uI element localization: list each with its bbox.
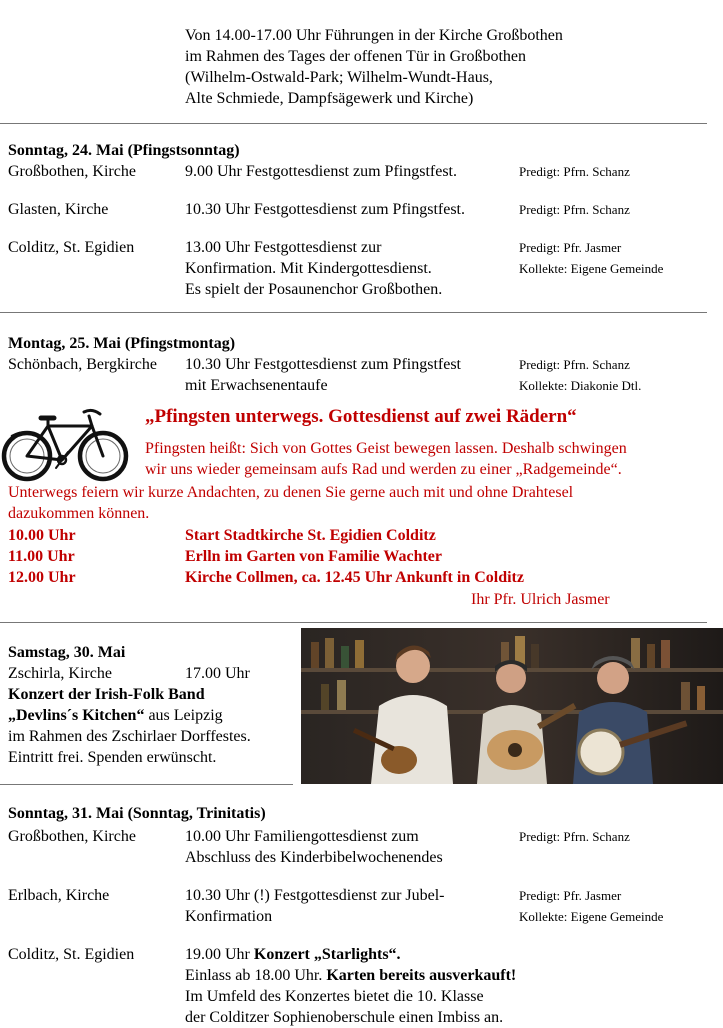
- event-note: Predigt: Pfr. Jasmer: [519, 240, 622, 255]
- event-note: Kollekte: Eigene Gemeinde: [519, 909, 664, 924]
- intro-line-4: Alte Schmiede, Dampfsägewerk und Kirche): [185, 90, 474, 107]
- event-place: Erlbach, Kirche: [8, 887, 110, 904]
- event-text: [185, 965, 516, 986]
- event-place: Zschirla, Kirche: [8, 665, 112, 682]
- bicycle-icon: [0, 398, 132, 486]
- event-note: Predigt: Pfr. Jasmer: [519, 888, 622, 903]
- divider: [0, 784, 293, 785]
- stop-time: 10.00 Uhr: [8, 527, 76, 544]
- section-heading-samstag: Samstag, 30. Mai: [8, 644, 126, 661]
- event-place: Großbothen, Kirche: [8, 163, 136, 180]
- event-text: der Colditzer Sophienoberschule einen Imbiss an.: [185, 1009, 504, 1026]
- divider: [0, 312, 707, 313]
- radtour-text: wir uns wieder gemeinsam aufs Rad und werden zu einer „Radgemeinde“.: [145, 461, 622, 478]
- section-heading-pfingstsonntag: Sonntag, 24. Mai (Pfingstsonntag): [8, 142, 240, 159]
- radtour-text: Unterwegs feiern wir kurze Andachten, zu denen Sie gerne auch mit und ohne Drahtesel: [8, 484, 574, 501]
- entry-info: Einlass ab 18.00 Uhr.: [185, 967, 327, 984]
- band-photo: [301, 628, 723, 784]
- divider: [0, 622, 707, 623]
- section-heading-pfingstmontag: Montag, 25. Mai (Pfingstmontag): [8, 335, 236, 352]
- event-note: Kollekte: Eigene Gemeinde: [519, 261, 664, 276]
- event-note: Predigt: Pfrn. Schanz: [519, 829, 630, 844]
- event-note: Predigt: Pfrn. Schanz: [519, 357, 630, 372]
- radtour-title: „Pfingsten unterwegs. Gottesdienst auf zwei Rädern“: [145, 406, 577, 427]
- event-place: Glasten, Kirche: [8, 201, 109, 218]
- event-text: Konfirmation: [185, 908, 273, 925]
- event-text: 10.30 Uhr (!) Festgottesdienst zur Jubel-: [185, 887, 445, 904]
- event-time: 17.00 Uhr: [185, 665, 250, 682]
- concert-text: Eintritt frei. Spenden erwünscht.: [8, 749, 217, 766]
- event-time: 19.00 Uhr: [185, 946, 254, 963]
- concert-title: Konzert der Irish-Folk Band: [8, 686, 205, 703]
- stop-place: Erlln im Garten von Familie Wachter: [185, 548, 443, 565]
- event-text: mit Erwachsenentaufe: [185, 377, 328, 394]
- event-text: 10.30 Uhr Festgottesdienst zum Pfingstfest.: [185, 201, 465, 218]
- concert-title: Konzert „Starlights“.: [253, 946, 401, 963]
- radtour-text: Pfingsten heißt: Sich von Gottes Geist bewegen lassen. Deshalb schwingen: [145, 440, 627, 457]
- intro-line-3: (Wilhelm-Ostwald-Park; Wilhelm-Wundt-Haus,: [185, 69, 493, 86]
- band-name: „Devlins´s Kitchen“: [8, 707, 145, 724]
- stop-place: Start Stadtkirche St. Egidien Colditz: [185, 527, 436, 544]
- event-place: Großbothen, Kirche: [8, 828, 136, 845]
- event-text: Abschluss des Kinderbibelwochenendes: [185, 849, 443, 866]
- stop-time: 12.00 Uhr: [8, 569, 76, 586]
- event-text: 13.00 Uhr Festgottesdienst zur: [185, 239, 382, 256]
- event-text: Es spielt der Posaunenchor Großbothen.: [185, 281, 443, 298]
- section-heading-trinitatis: Sonntag, 31. Mai (Sonntag, Trinitatis): [8, 805, 266, 822]
- stop-time: 11.00 Uhr: [8, 548, 75, 565]
- concert-band-line: [8, 705, 223, 726]
- stop-place: Kirche Collmen, ca. 12.45 Uhr Ankunft in Colditz: [185, 569, 524, 586]
- band-origin: aus Leipzig: [144, 707, 223, 724]
- event-text: 9.00 Uhr Festgottesdienst zum Pfingstfest.: [185, 163, 457, 180]
- event-note: Predigt: Pfrn. Schanz: [519, 202, 630, 217]
- event-text: [185, 944, 401, 965]
- intro-line-1: Von 14.00-17.00 Uhr Führungen in der Kirche Großbothen: [185, 27, 563, 44]
- sold-out-notice: Karten bereits ausverkauft!: [326, 967, 517, 984]
- event-place: Schönbach, Bergkirche: [8, 356, 157, 373]
- event-note: Predigt: Pfrn. Schanz: [519, 164, 630, 179]
- divider: [0, 123, 707, 124]
- event-place: Colditz, St. Egidien: [8, 946, 135, 963]
- event-note: Kollekte: Diakonie Dtl.: [519, 378, 642, 393]
- event-text: 10.00 Uhr Familiengottesdienst zum: [185, 828, 419, 845]
- intro-line-2: im Rahmen des Tages der offenen Tür in Großbothen: [185, 48, 527, 65]
- event-text: Konfirmation. Mit Kindergottesdienst.: [185, 260, 432, 277]
- radtour-signature: Ihr Pfr. Ulrich Jasmer: [471, 591, 610, 608]
- radtour-text: dazukommen können.: [8, 505, 150, 522]
- event-place: Colditz, St. Egidien: [8, 239, 135, 256]
- event-text: Im Umfeld des Konzertes bietet die 10. Klasse: [185, 988, 484, 1005]
- concert-text: im Rahmen des Zschirlaer Dorffestes.: [8, 728, 251, 745]
- event-text: 10.30 Uhr Festgottesdienst zum Pfingstfest: [185, 356, 461, 373]
